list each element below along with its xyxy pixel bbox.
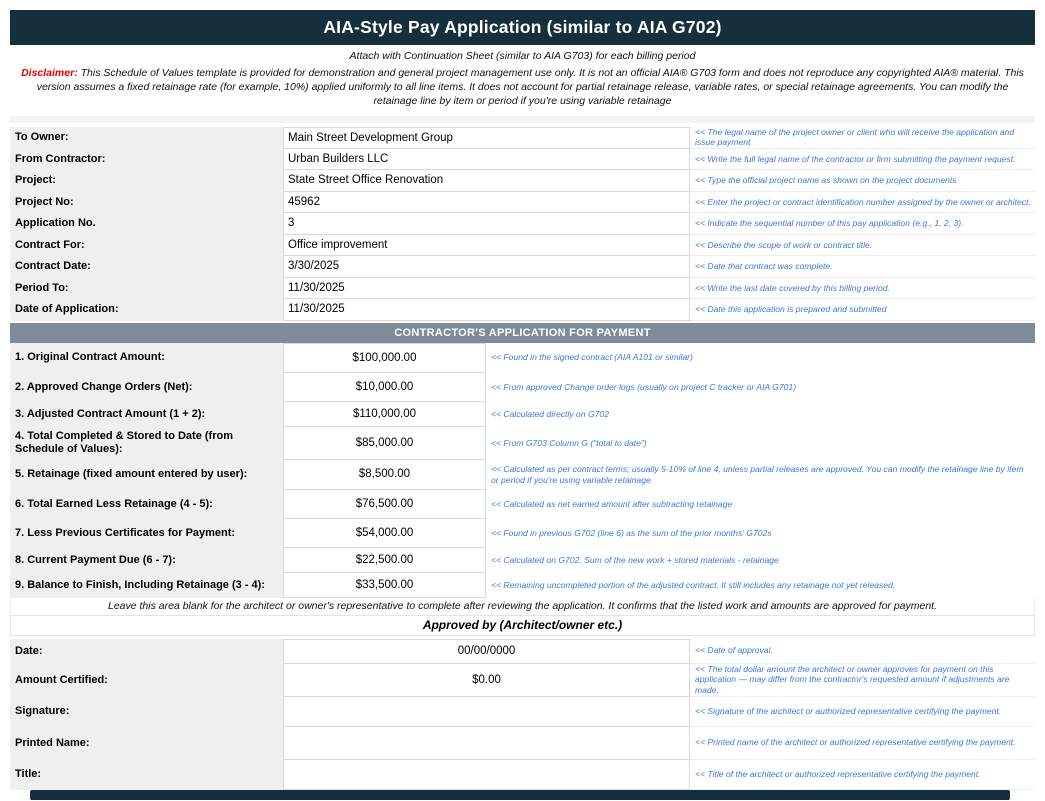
field-label: Application No.: [10, 213, 283, 235]
field-value-cell[interactable]: Office improvement: [283, 235, 690, 257]
form-row: [10, 235, 1035, 257]
field-label: From Contractor:: [10, 149, 283, 171]
field-value-cell[interactable]: [283, 697, 690, 727]
form-row: [10, 727, 1035, 760]
field-hint: << From approved Change order logs (usually on project C tracker or AIA G701): [491, 381, 797, 392]
approval-section: [10, 639, 1035, 790]
field-hint: << Calculated directly on G702: [491, 408, 609, 419]
field-hint: << The legal name of the project owner or client who will receive the application and issue payment: [690, 127, 1035, 149]
field-hint: << Found in previous G702 (line 6) as the sum of the prior months' G702s: [491, 527, 772, 538]
field-label: 8. Current Payment Due (6 - 7):: [10, 548, 283, 573]
field-hint: << Date this application is prepared and submitted: [690, 299, 1035, 321]
form-row: [10, 427, 1035, 460]
form-row: [10, 760, 1035, 790]
form-row: [10, 664, 1035, 697]
form-row: [10, 519, 1035, 548]
field-label: Title:: [10, 760, 283, 790]
field-label: Signature:: [10, 697, 283, 727]
field-value-cell[interactable]: [283, 760, 690, 790]
field-value-cell[interactable]: $85,000.00: [283, 427, 486, 460]
form-row: [10, 573, 1035, 598]
form-row: [10, 373, 1035, 402]
field-hint: << Date of approval.: [690, 639, 1035, 664]
field-label: Contract For:: [10, 235, 283, 257]
section-divider: [10, 116, 1035, 123]
payment-lines-section: [10, 343, 1035, 598]
field-value-cell[interactable]: Main Street Development Group: [283, 127, 690, 149]
field-hint: << Printed name of the architect or authorized representative certifying the payment.: [690, 727, 1035, 760]
field-hint: << Title of the architect or authorized representative certifying the payment.: [690, 760, 1035, 790]
form-row: [10, 460, 1035, 490]
field-hint: << Write the full legal name of the contractor or firm submitting the payment request.: [690, 149, 1035, 171]
form-row: [10, 256, 1035, 278]
field-hint: << Calculated as per contract terms; usually 5-10% of line 4, unless partial releases are approved. You can modify the retainage line by item or period if you're using variable retainage: [491, 464, 1024, 485]
field-label: Contract Date:: [10, 256, 283, 278]
field-label: Printed Name:: [10, 727, 283, 760]
field-value-cell[interactable]: Urban Builders LLC: [283, 149, 690, 171]
form-row: [10, 548, 1035, 573]
form-row: [10, 639, 1035, 664]
form-row: [10, 278, 1035, 300]
field-label: 4. Total Completed & Stored to Date (from Schedule of Values):: [10, 427, 283, 460]
field-value-cell[interactable]: [283, 727, 690, 760]
field-value-cell[interactable]: $10,000.00: [283, 373, 486, 402]
field-hint: << From G703 Column G (“total to date”): [491, 437, 647, 448]
page-title: AIA-Style Pay Application (similar to AIA G702): [323, 17, 722, 37]
field-hint: << Enter the project or contract identification number assigned by the owner or architect.: [690, 192, 1035, 214]
field-value-cell[interactable]: $33,500.00: [283, 573, 486, 598]
approval-note: Leave this area blank for the architect or owner's representative to complete after reviewing the application. It confirms that the listed work and amounts are approved for payment.: [10, 598, 1035, 615]
field-value-cell[interactable]: $110,000.00: [283, 402, 486, 427]
field-value-cell[interactable]: State Street Office Renovation: [283, 170, 690, 192]
field-value-cell[interactable]: 3/30/2025: [283, 256, 690, 278]
field-label: 9. Balance to Finish, Including Retainage (3 - 4):: [10, 573, 283, 598]
field-hint: << Calculated as net earned amount after subtracting retainage: [491, 498, 733, 509]
form-row: [10, 299, 1035, 321]
pay-application-sheet: [10, 10, 1035, 790]
field-hint: << Indicate the sequential number of this pay application (e.g., 1, 2, 3).: [690, 213, 1035, 235]
field-hint: << Calculated on G702. Sum of the new work + stored materials - retainage: [491, 554, 779, 565]
field-value-cell[interactable]: $54,000.00: [283, 519, 486, 548]
field-value-cell[interactable]: $76,500.00: [283, 490, 486, 519]
field-hint: << The total dollar amount the architect or owner approves for payment on this application — may differ from the contractor's requested amount if adjustments are made.: [690, 664, 1035, 697]
form-row: [10, 170, 1035, 192]
disclaimer-label: Disclaimer:: [21, 67, 78, 79]
disclaimer-text: This Schedule of Values template is provided for demonstration and general project management use only. It is not an official AIA® G703 form and does not reproduce any copyrighted AIA® material. This version assumes a fixed retainage rate (for example, 10%) applied uniformly to all line items. It does not account for partial retainage release, variable rates, or special retainage agreements. You can modify the retainage line by item or period if you're using variable retainage: [36, 67, 1024, 107]
disclaimer: [10, 66, 1035, 108]
form-row: [10, 149, 1035, 171]
field-value-cell[interactable]: $0.00: [283, 664, 690, 697]
field-label: 3. Adjusted Contract Amount (1 + 2):: [10, 402, 283, 427]
field-label: 2. Approved Change Orders (Net):: [10, 373, 283, 402]
field-label: Project No:: [10, 192, 283, 214]
form-row: [10, 490, 1035, 519]
field-label: Amount Certified:: [10, 664, 283, 697]
form-row: [10, 402, 1035, 427]
field-hint: << Found in the signed contract (AIA A101 or similar): [491, 352, 693, 363]
title-bar: [10, 10, 1035, 45]
field-label: 7. Less Previous Certificates for Payment:: [10, 519, 283, 548]
field-value-cell[interactable]: 11/30/2025: [283, 278, 690, 300]
form-row: [10, 213, 1035, 235]
project-info-section: [10, 127, 1035, 321]
field-label: Period To:: [10, 278, 283, 300]
field-label: To Owner:: [10, 127, 283, 149]
field-value-cell[interactable]: $22,500.00: [283, 548, 486, 573]
field-hint: << Remaining uncompleted portion of the adjusted contract. It still includes any retainage not yet released.: [491, 579, 896, 590]
form-row: [10, 127, 1035, 149]
field-hint: << Describe the scope of work or contract title.: [690, 235, 1035, 257]
field-label: Date of Application:: [10, 299, 283, 321]
attach-note: Attach with Continuation Sheet (similar to AIA G703) for each billing period: [349, 50, 696, 62]
form-row: [10, 192, 1035, 214]
field-value-cell[interactable]: 3: [283, 213, 690, 235]
field-value-cell[interactable]: $100,000.00: [283, 343, 486, 373]
field-label: 5. Retainage (fixed amount entered by user):: [10, 460, 283, 490]
approved-by-header: Approved by (Architect/owner etc.): [10, 615, 1035, 636]
field-value-cell[interactable]: 11/30/2025: [283, 299, 690, 321]
field-label: 1. Original Contract Amount:: [10, 343, 283, 373]
field-label: 6. Total Earned Less Retainage (4 - 5):: [10, 490, 283, 519]
form-row: [10, 343, 1035, 373]
field-hint: << Signature of the architect or authorized representative certifying the payment.: [690, 697, 1035, 727]
field-value-cell[interactable]: $8,500.00: [283, 460, 486, 490]
field-label: Project:: [10, 170, 283, 192]
field-hint: << Write the last date covered by this billing period.: [690, 278, 1035, 300]
payment-section-header: [10, 323, 1035, 343]
form-row: [10, 697, 1035, 727]
field-label: Date:: [10, 639, 283, 664]
field-hint: << Date that contract was complete.: [690, 256, 1035, 278]
footer-bar: [30, 790, 1010, 800]
field-value-cell[interactable]: 00/00/0000: [283, 639, 690, 664]
payment-section-title: CONTRACTOR'S APPLICATION FOR PAYMENT: [394, 326, 651, 339]
field-value-cell[interactable]: 45962: [283, 192, 690, 214]
field-hint: << Type the official project name as shown on the project documents: [690, 170, 1035, 192]
